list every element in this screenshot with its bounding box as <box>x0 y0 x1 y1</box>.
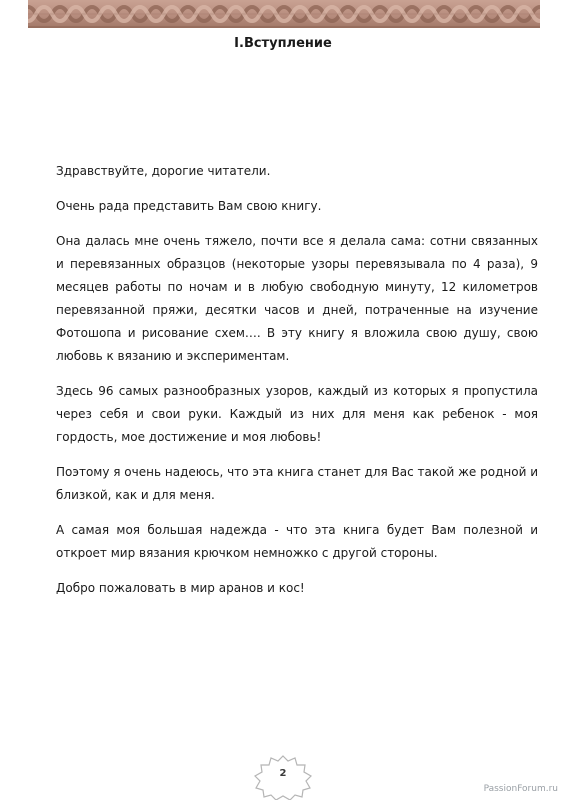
page-number: 2 <box>279 768 287 779</box>
paragraph-intro: Очень рада представить Вам свою книгу. <box>56 199 322 213</box>
knit-cable-header-band <box>28 0 540 28</box>
paragraph-welcome: Добро пожаловать в мир аранов и кос! <box>56 581 305 595</box>
paragraph-big-hope: А самая моя большая надежда - что эта книга будет Вам полезной и откроет мир вязания крючком немножко с другой стороны. <box>56 523 538 560</box>
paragraph-greeting: Здравствуйте, дорогие читатели. <box>56 164 271 178</box>
paragraph-effort: Она далась мне очень тяжело, почти все я делала сама: сотни связанных и перевязанных образцов (некоторые узоры перевязывала по 4 раза), 9 месяцев работы по ночам и в любую свободную минуту, 12 километров перевязанной пряжи, десятки часов и дней, потраченные на изучение Фотошопа и рисование схем…. В эту книгу я вложила свою душу, свою любовь к вязанию и экспериментам. <box>56 234 538 363</box>
paragraph-hope: Поэтому я очень надеюсь, что эта книга станет для Вас такой же родной и близкой, как и для меня. <box>56 465 538 502</box>
section-heading: I.Вступление <box>234 36 332 51</box>
watermark: PassionForum.ru <box>483 784 558 794</box>
paragraph-patterns: Здесь 96 самых разнообразных узоров, каждый из которых я пропустила через себя и свои руки. Каждый из них для меня как ребенок - моя гордость, мое достижение и моя любовь! <box>56 384 538 444</box>
body-text <box>56 160 538 612</box>
